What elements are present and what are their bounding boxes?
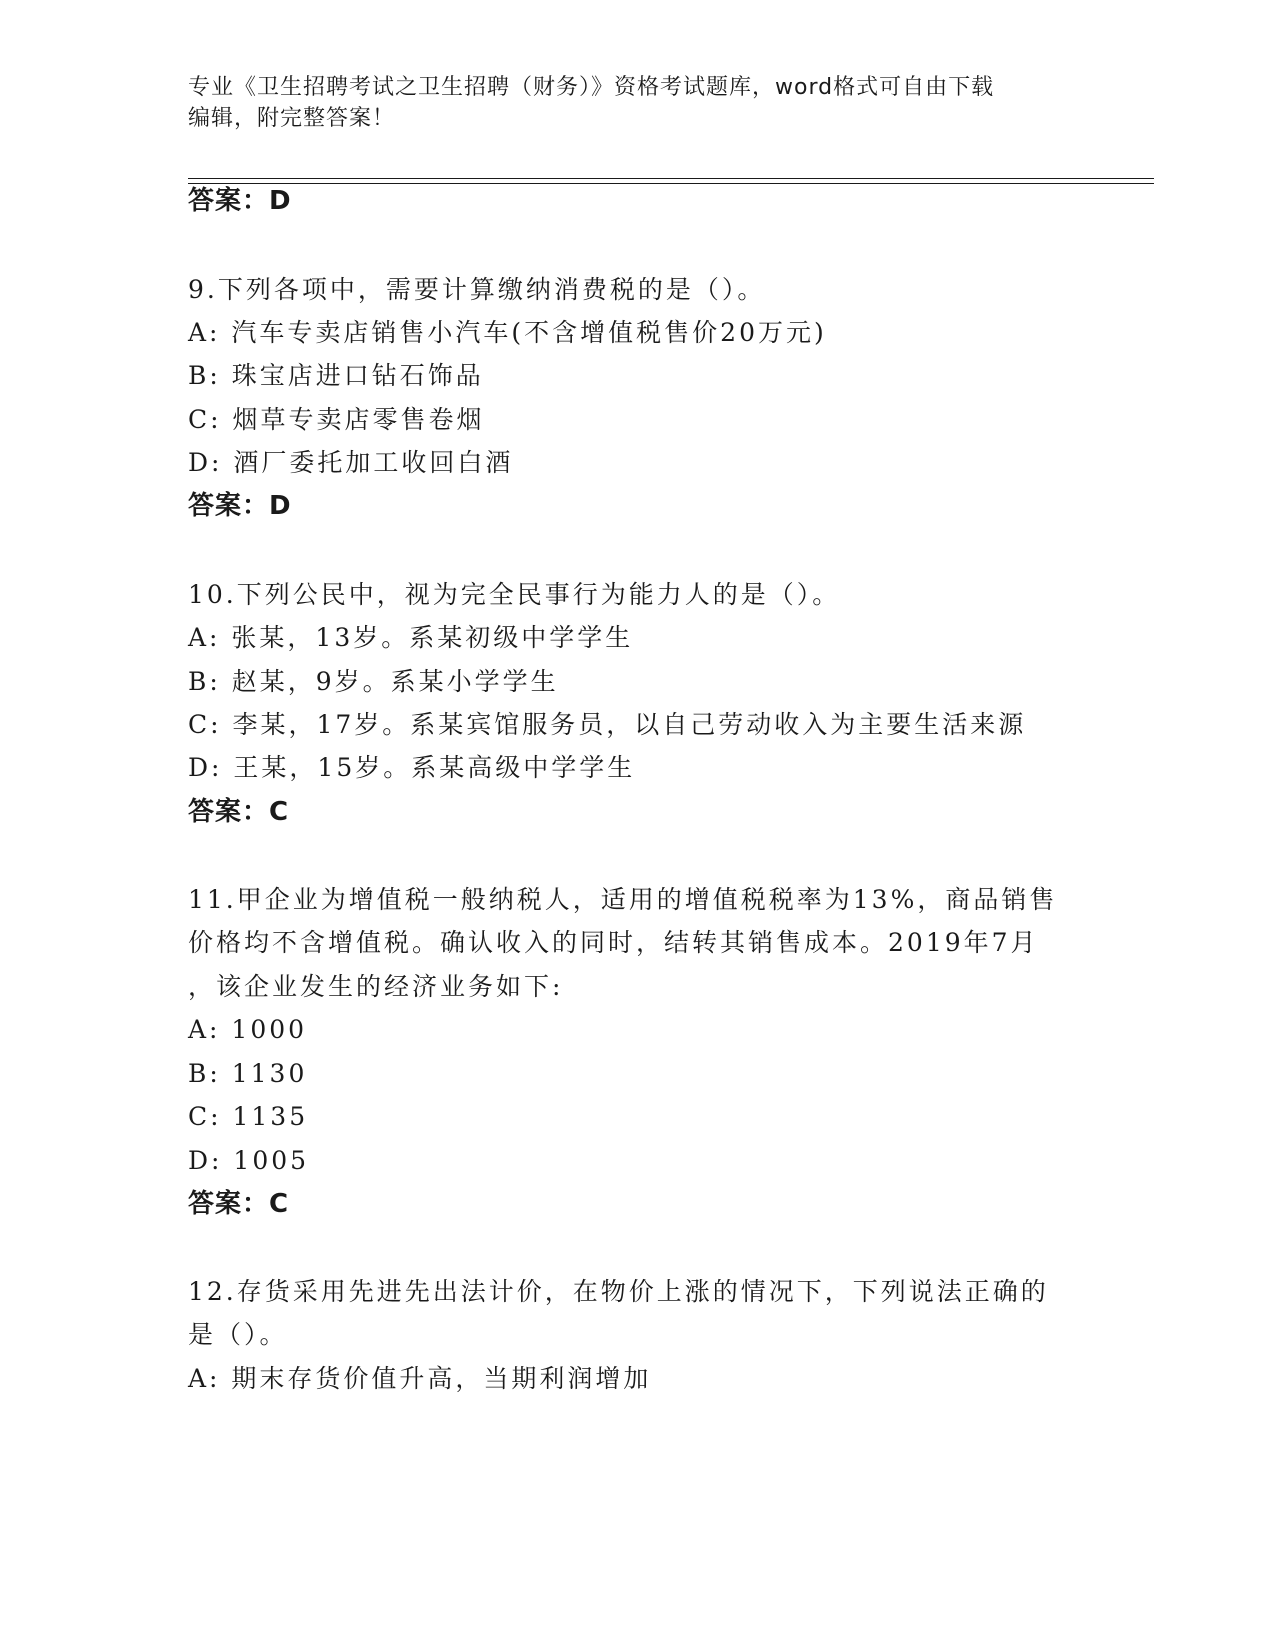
header-divider-bottom xyxy=(188,183,1154,184)
question-12-option-a: A: 期末存货价值升高，当期利润增加 xyxy=(188,1364,652,1393)
question-9-answer: 答案：D xyxy=(188,491,292,521)
question-9-option-c: C: 烟草专卖店零售卷烟 xyxy=(188,405,485,434)
question-9-option-b: B: 珠宝店进口钻石饰品 xyxy=(188,361,484,390)
question-10-option-c: C: 李某，17岁。系某宾馆服务员，以自己劳动收入为主要生活来源 xyxy=(188,710,1027,739)
question-11-stem-line-3: ，该企业发生的经济业务如下: xyxy=(188,972,564,1001)
question-10-option-b: B: 赵某，9岁。系某小学学生 xyxy=(188,667,559,696)
question-12-stem-line-2: 是（）。 xyxy=(188,1320,288,1349)
question-11-stem-line-1: 11.甲企业为增值税一般纳税人，适用的增值税税率为13%，商品销售 xyxy=(188,885,1058,914)
question-11-option-c: C: 1135 xyxy=(188,1102,309,1131)
question-10-answer: 答案：C xyxy=(188,797,290,827)
document-header xyxy=(188,72,1088,134)
question-9-option-d: D: 酒厂委托加工收回白酒 xyxy=(188,448,514,477)
question-9-option-a: A: 汽车专卖店销售小汽车(不含增值税售价20万元) xyxy=(188,318,827,347)
question-11-option-a: A: 1000 xyxy=(188,1015,308,1044)
question-12-stem-line-1: 12.存货采用先进先出法计价，在物价上涨的情况下，下列说法正确的 xyxy=(188,1277,1049,1306)
question-10-option-a: A: 张某，13岁。系某初级中学学生 xyxy=(188,623,634,652)
question-11-option-d: D: 1005 xyxy=(188,1146,310,1175)
header-line-1: 专业《卫生招聘考试之卫生招聘（财务）》资格考试题库，word格式可自由下载 xyxy=(188,75,995,100)
question-11-option-b: B: 1130 xyxy=(188,1059,308,1088)
previous-answer: 答案：D xyxy=(188,186,292,216)
question-9-stem: 9.下列各项中，需要计算缴纳消费税的是（）。 xyxy=(188,275,766,304)
question-10-stem: 10.下列公民中，视为完全民事行为能力人的是（）。 xyxy=(188,580,841,609)
question-11-answer: 答案：C xyxy=(188,1189,290,1219)
question-11-stem-line-2: 价格均不含增值税。确认收入的同时，结转其销售成本。2019年7月 xyxy=(188,928,1039,957)
header-line-2: 编辑，附完整答案！ xyxy=(188,106,396,131)
header-divider-top xyxy=(188,178,1154,179)
question-10-option-d: D: 王某，15岁。系某高级中学学生 xyxy=(188,753,636,782)
